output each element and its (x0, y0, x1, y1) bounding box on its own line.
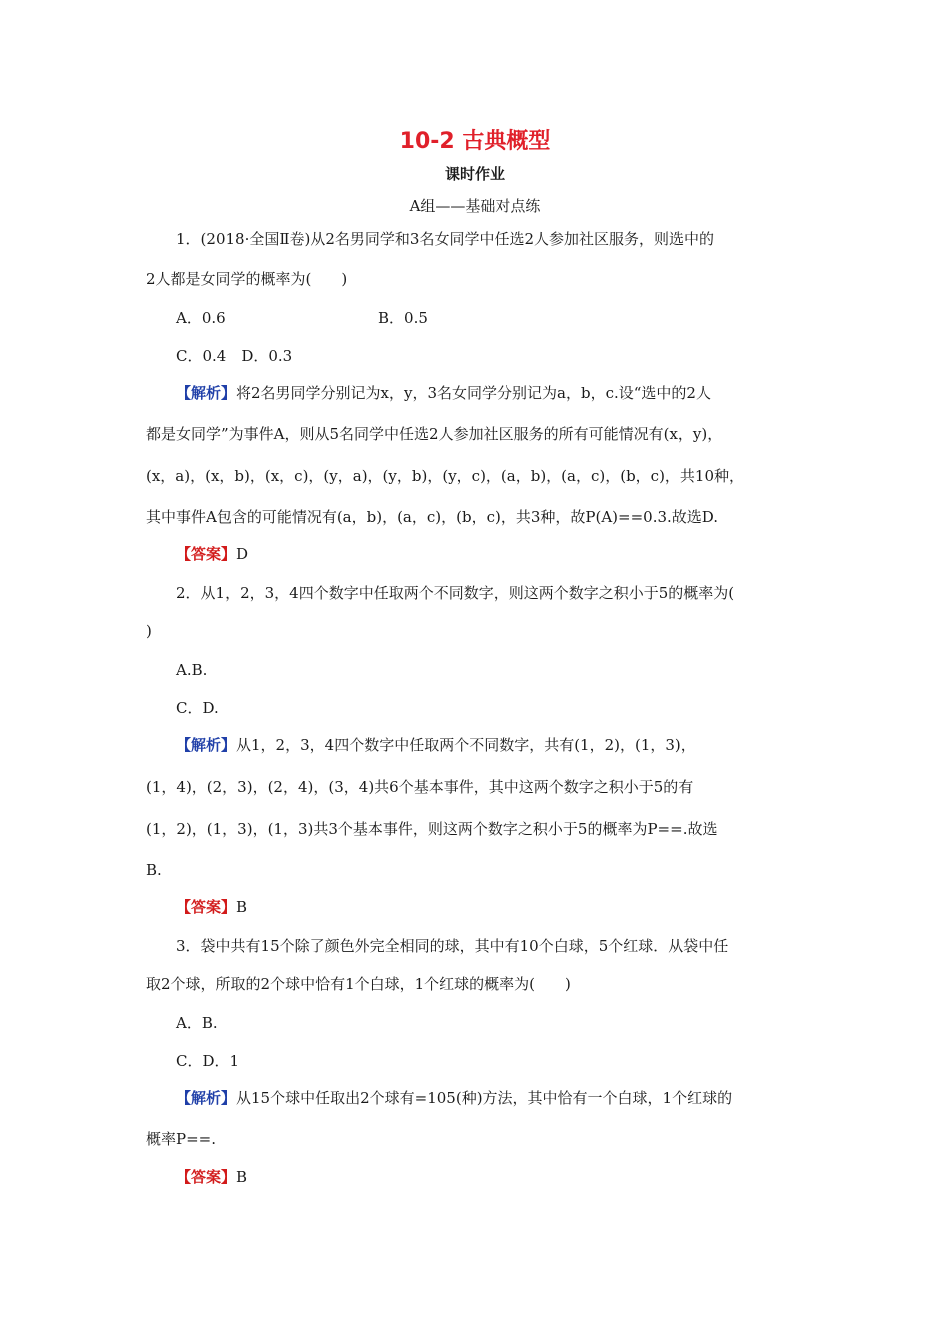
page-title: 10-2 古典概型 (399, 129, 551, 154)
q1-analysis-text: 将2名男同学分别记为x，y，3名女同学分别记为a，b，c.设“选中的2人 (236, 384, 711, 402)
page-subtitle: 课时作业 (444, 165, 505, 183)
q1-options-cd: C．0.4 D．0.3 (176, 347, 293, 365)
answer-tag: 【答案】 (176, 1168, 237, 1186)
q1-analysis-line-1 (176, 382, 846, 404)
q3-analysis-line-2: 概率P==. (146, 1130, 216, 1148)
q3-answer-value: B (236, 1168, 248, 1186)
q2-analysis-line-4: B. (146, 861, 162, 879)
analysis-tag: 【解析】 (176, 384, 237, 402)
q2-options-cd: C．D. (176, 699, 219, 717)
q1-stem-line-2: 2人都是女同学的概率为( ) (146, 270, 348, 288)
q2-stem-line-1: 2．从1，2，3，4四个数字中任取两个不同数字，则这两个数字之积小于5的概率为( (176, 584, 735, 602)
answer-tag: 【答案】 (176, 898, 237, 916)
q2-analysis-line-2: (1，4)，(2，3)，(2，4)，(3，4)共6个基本事件，其中这两个数字之积小于5的有 (146, 778, 694, 796)
q3-answer (176, 1166, 846, 1188)
q1-answer-value: D (236, 545, 249, 563)
q2-stem-line-2: ) (146, 622, 152, 640)
q1-analysis-line-4: 其中事件A包含的可能情况有(a，b)，(a，c)，(b，c)，共3种，故P(A)==0.3.故选D. (146, 508, 719, 526)
q3-analysis-text: 从15个球中任取出2个球有=105(种)方法，其中恰有一个白球，1个红球的 (236, 1089, 733, 1107)
analysis-tag: 【解析】 (176, 736, 237, 754)
analysis-tag: 【解析】 (176, 1089, 237, 1107)
q2-options-ab: A.B. (176, 661, 208, 679)
q2-analysis-line-1 (176, 734, 846, 756)
q1-analysis-line-2: 都是女同学”为事件A，则从5名同学中任选2人参加社区服务的所有可能情况有(x，y)， (146, 425, 723, 443)
q3-options-cd: C．D．1 (176, 1052, 240, 1070)
q3-stem-line-1: 3．袋中共有15个除了颜色外完全相同的球，其中有10个白球，5个红球．从袋中任 (176, 937, 729, 955)
q2-answer (176, 896, 846, 918)
q2-analysis-line-3: (1，2)，(1，3)，(1，3)共3个基本事件，则这两个数字之积小于5的概率为P==.故选 (146, 820, 718, 838)
q2-analysis-text: 从1，2，3，4四个数字中任取两个不同数字，共有(1，2)，(1，3)， (236, 736, 696, 754)
answer-tag: 【答案】 (176, 545, 237, 563)
q3-options-ab: A．B. (176, 1014, 218, 1032)
q1-answer (176, 543, 846, 565)
group-heading: A组——基础对点练 (409, 197, 541, 215)
q1-option-b: B．0.5 (378, 309, 428, 327)
q3-stem-line-2: 取2个球，所取的2个球中恰有1个白球，1个红球的概率为( ) (146, 975, 571, 993)
q1-stem-line-1: 1．(2018·全国Ⅱ卷)从2名男同学和3名女同学中任选2人参加社区服务，则选中的 (176, 230, 715, 248)
q1-analysis-line-3: (x，a)，(x，b)，(x，c)，(y，a)，(y，b)，(y，c)，(a，b)，(a，c)，(b，c)，共10种， (146, 467, 745, 485)
q1-option-a: A．0.6 (176, 309, 226, 327)
q3-analysis-line-1 (176, 1087, 846, 1109)
q2-answer-value: B (236, 898, 248, 916)
q1-options-ab (176, 307, 846, 329)
